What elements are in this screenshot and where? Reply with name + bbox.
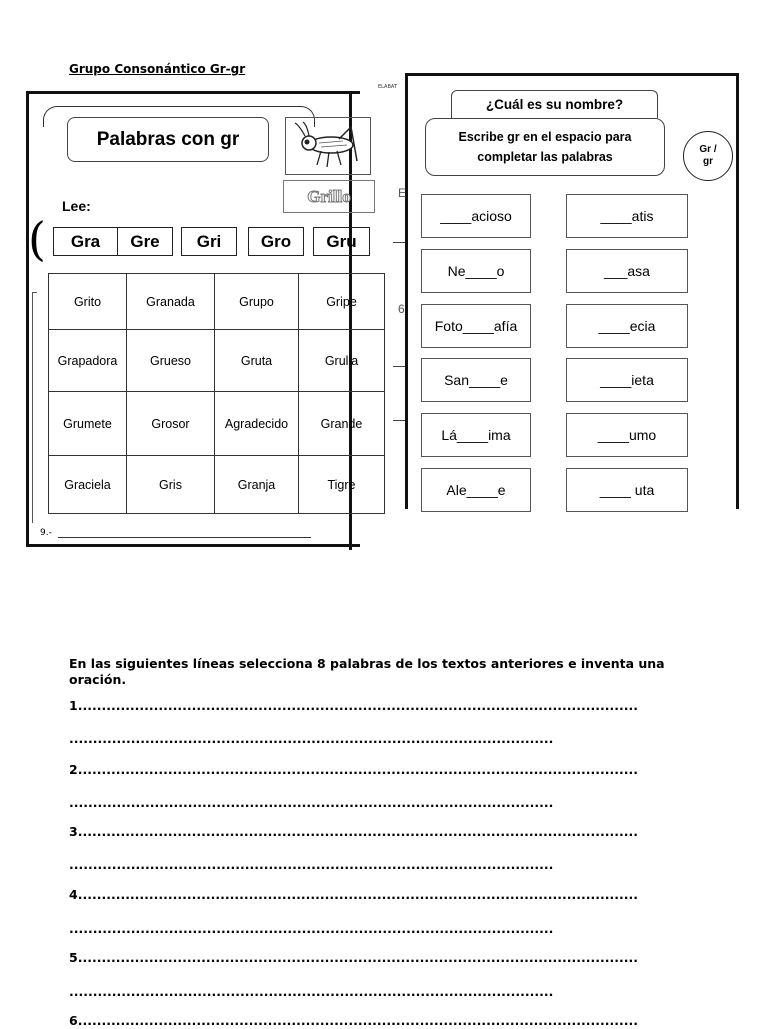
instruction-line: completar las palabras [477,150,613,164]
question-heading: ¿Cuál es su nombre? [451,90,658,118]
grid-cell: Gruta [215,330,299,392]
lee-label: Lee: [62,198,91,214]
sentence-line-continuation[interactable]: ...................................................................................................... [69,984,554,999]
sentence-line-continuation[interactable]: ...................................................................................................... [69,795,554,810]
grid-cell: Tigre [299,456,385,514]
sentence-line-continuation[interactable]: ...................................................................................................... [69,857,554,872]
stub-letter: 6 [398,302,405,316]
word-grid [48,273,385,514]
instructions-paragraph: En las siguientes líneas selecciona 8 palabras de los textos anteriores e inventa una oración. [69,656,665,687]
grid-cell: Grueso [127,330,215,392]
left-heading: Palabras con gr [67,117,269,162]
word-blank-box: Ale____e [421,468,531,512]
syllable-box: Gra [53,227,118,256]
grid-cell: Granada [127,274,215,330]
grid-cell: Gripe [299,274,385,330]
grid-cell: Grumete [49,392,127,456]
paren-decoration: ( [28,212,46,266]
sentence-line[interactable]: 4...................................................................................................................... [69,887,639,902]
sentence-line-continuation[interactable]: ...................................................................................................... [69,921,554,936]
instruction-box [425,118,665,176]
word-blank-box: ____acioso [421,194,531,238]
sentence-line[interactable]: 5...................................................................................................................... [69,950,639,965]
word-blank-box: ____umo [566,413,688,457]
syllable-box: Gre [117,227,173,256]
word-blank-box: Lá____ima [421,413,531,457]
word-blank-box: ___asa [566,249,688,293]
word-blank-box: ____ecia [566,304,688,348]
syllable-box: Gri [181,227,237,256]
grasshopper-icon [291,121,365,171]
word-blank-box: ____ uta [566,468,688,512]
tiny-header: ELABAT [378,84,397,90]
stub-letter: E [398,186,407,200]
syllable-box: Gro [248,227,304,256]
sentence-line[interactable]: 1...................................................................................................................... [69,698,639,713]
sentence-line-continuation[interactable]: ...................................................................................................... [69,731,554,746]
instruction-line: Escribe gr en el espacio para [458,130,632,144]
word-blank-box: San____e [421,358,531,402]
sentence-line[interactable]: 6...................................................................................................................... [69,1013,639,1028]
sentence-line[interactable]: 2...................................................................................................................... [69,762,639,777]
gr-circle-badge: Gr / gr [683,131,733,181]
grid-cell: Grupo [215,274,299,330]
line-nine-label: 9.- [40,528,52,538]
grid-cell: Grosor [127,392,215,456]
syllable-box: Gru [313,227,370,256]
grid-cell: Grito [49,274,127,330]
grid-cell: Graciela [49,456,127,514]
grid-cell: Gris [127,456,215,514]
grid-cell: Agradecido [215,392,299,456]
sentence-line[interactable]: 3...................................................................................................................... [69,824,639,839]
line-nine-underline [58,537,311,538]
word-blank-box: Foto____afía [421,304,531,348]
grid-cell: Grulla [299,330,385,392]
bracket-decoration [32,292,37,523]
word-blank-box: Ne____o [421,249,531,293]
grillo-label: Grillo [283,180,375,213]
grid-cell: Grapadora [49,330,127,392]
page-title: Grupo Consonántico Gr-gr [69,62,246,76]
grid-cell: Grande [299,392,385,456]
grasshopper-image [285,117,371,175]
word-blank-box: ____ieta [566,358,688,402]
grid-cell: Granja [215,456,299,514]
word-blank-box: ____atis [566,194,688,238]
